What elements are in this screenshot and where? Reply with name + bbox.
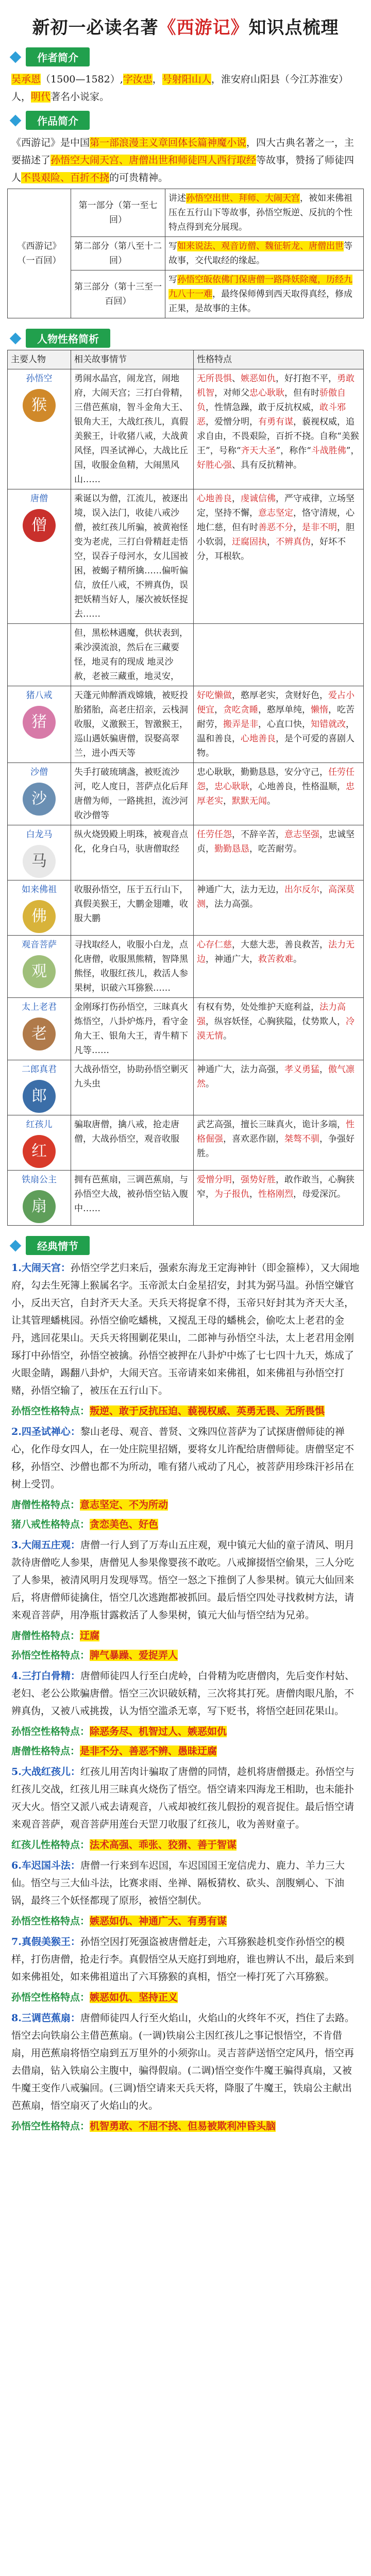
trait-segment: ，吃苦耐劳。: [249, 844, 302, 854]
table-row: [8, 763, 364, 825]
trait-segment: ，忠诚坚贞，: [197, 829, 355, 854]
character-plot-cell: 拥有芭蕉扇，三调芭蕉扇，与孙悟空大战，被孙悟空钻入腹中……: [71, 1171, 194, 1226]
character-avatar-icon: 猴: [23, 389, 56, 422]
plot-body: 孙悟空学艺归来后，强索东海龙王定海神针（即金箍棒），又大闹地府，勾去生死簿上猴属名字。玉帝派太白金星招安，封其为弼马温。孙悟空嫌官小，反出天宫，自封齐天大圣。天兵天将捉拿不得，玉帝只好封其为齐天大圣，让其管理蟠桃园。孙悟空偷吃蟠桃，又搅乱王母的蟠桃会，偷吃太上老君的金丹，逃回花果山。天兵天将围剿花果山，二郎神与孙悟空斗法，太上老君用金刚琢打中孙悟空，孙悟空被擒。孙悟空被押在八卦炉中炼了七七四十九天，炼成了火眼金睛，踢翻八卦炉，大闹天宫。玉帝请来如来佛祖，如来佛祖与孙悟空打赌，孙悟空输了，被压在五行山下。: [11, 1262, 360, 1396]
trait-segment: ，敢作敢当，心胸狭窄，: [197, 1175, 355, 1199]
trait-segment: ，爱憎分明，: [206, 417, 258, 427]
trait-segment: 忠心耿耿: [214, 782, 249, 792]
trait-segment: 冷漠无情: [197, 1016, 355, 1041]
trait-segment: ，纵容妖怪，心胸狭隘，仗势欺人，: [206, 1016, 346, 1027]
works-desc-pre: 写: [168, 275, 177, 285]
plot-body: 唐僧师徒四人行至白虎岭，白骨精为吃唐僧肉，先后变作村姑、老妇、老公公欺骗唐僧。悟空三次识破妖精，三次将其打死。唐僧肉眼凡胎，不辨真伪，又被八戒挑拨，认为悟空滥杀无辜，写下贬书，将悟空赶回花果山。: [11, 1670, 355, 1717]
trait-segment: 有权有势，处处维护天庭利益，: [197, 1002, 319, 1012]
trait-segment: 有勇有谋: [258, 417, 293, 427]
character-trait-cell: [194, 880, 364, 936]
trait-segment: 忠厚老实: [197, 782, 355, 806]
characters-table: [7, 350, 364, 1226]
feature-label: 孙悟空性格特点：: [11, 1405, 90, 1417]
trait-segment: ，严守戒律，立场坚定，坚持不懈，: [197, 494, 355, 518]
feature-label: 猪八戒性格特点：: [11, 1519, 90, 1530]
table-row: [8, 624, 364, 686]
table-row: [8, 936, 364, 998]
character-plot-cell: 大战孙悟空，协助孙悟空剿灭九头虫: [71, 1060, 194, 1115]
character-name: 猪八戒: [26, 690, 53, 701]
character-name: 孙悟空: [26, 374, 53, 384]
character-trait-cell: [194, 998, 364, 1060]
feature-value: 法术高强、乖张、狡猾、善于智谋: [90, 1839, 237, 1851]
diamond-icon: [10, 51, 22, 63]
table-row: [8, 1115, 364, 1171]
trait-segment: ，: [232, 1175, 241, 1185]
trait-segment: ，: [232, 494, 241, 504]
trait-segment: ，好坏不分，耳根软。: [197, 537, 346, 562]
table-row: [8, 998, 364, 1060]
feature-label: 孙悟空性格特点：: [11, 1916, 90, 1927]
feature-value: 迂腐: [80, 1630, 100, 1641]
table-row: [8, 880, 364, 936]
character-plot-cell: 但，黑松林遇魔，供状表到，乘沙漠流浪，然后在三藏要怪，地灵有的现成 地灵沙赦，老被三藏重，地灵安，: [71, 624, 194, 686]
col-header-name: 主要人物: [8, 350, 71, 369]
trait-segment: ”，称作“: [276, 446, 311, 456]
character-name-cell: [8, 686, 71, 763]
trait-segment: 斗战胜佛: [311, 446, 346, 456]
trait-segment: 迂腐固执: [232, 537, 267, 547]
plot-item: [7, 1421, 364, 1495]
section-characters-header: 人物性格简析: [7, 329, 364, 348]
plot-body: 唐僧一行人到了万寿山五庄观，观中镇元大仙的童子清风、明月款待唐僧吃人参果，唐僧见人参果像婴孩不敢吃。八戒撺掇悟空偷果，三人分吃了人参果，被清风明月发现辱骂。悟空一怒之下推倒了人参果树。镇元大仙回来后，将唐僧师徒擒住，悟空几次逃跑都被抓回。最后悟空四处寻找救树方法，请来观音菩萨，用净瓶甘露救活了人参果树，镇元大仙与悟空结为兄弟。: [11, 1539, 355, 1621]
trait-segment: ，心直口快，: [258, 719, 311, 730]
trait-segment: 神通广大，法力高强，: [197, 1064, 284, 1075]
works-table: [7, 189, 364, 318]
plot-item: [7, 1257, 364, 1401]
col-header-trait: 性格特点: [194, 350, 364, 369]
character-trait-cell: [194, 686, 364, 763]
trait-segment: 忠心耿耿: [249, 388, 284, 398]
trait-segment: 桀骜不驯: [284, 1134, 319, 1144]
plots-list: [7, 1257, 364, 2136]
trait-segment: 心地善良: [241, 734, 276, 744]
trait-segment: 无所畏惧: [197, 374, 232, 384]
trait-segment: ，性情急躁，敢于反抗权威，: [206, 402, 319, 413]
character-plot-cell: 勇闹水晶宫，闹龙宫，闹地府，大闹天宫；三打白骨精，三借芭蕉扇，智斗金角大王、银角大王，大战红孩儿，真假美猴王，计收猪八戒，大战黄风怪，四圣试禅心，大战比丘国，收服金鱼精，大闹黑风山……: [71, 369, 194, 489]
works-desc-highlight: 如来说法、观音访僧、魏征斩龙、唐僧出世: [177, 241, 344, 251]
character-plot-cell: 金刚琢打伤孙悟空，三昧真火炼悟空，八卦炉炼丹，看守金角大王、银角大王，青牛精下凡等……: [71, 998, 194, 1060]
trait-segment: 知错就改: [311, 719, 346, 730]
character-name: 铁扇公主: [22, 1175, 57, 1185]
trait-segment: 默默无闻: [232, 796, 267, 806]
feature-value: 嫉恶如仇、神通广大、有勇有谋: [90, 1916, 227, 1927]
trait-segment: ，恪守清规，心地仁慈，但有时: [197, 508, 355, 533]
plot-body: 黎山老母、观音、普贤、文殊四位菩萨为了试探唐僧师徒的禅心，化作母女四人，在一处庄院里招婿，要将女儿许配给唐僧师徒。唐僧坚定不移，孙悟空、沙僧也都不为所动，唯有猪八戒动了凡心，被菩萨用珍珠汗衫吊在树上受罚。: [11, 1426, 355, 1490]
character-avatar-icon: 佛: [23, 900, 56, 933]
trait-segment: 嫉恶如仇: [241, 374, 276, 384]
trait-segment: 。: [293, 954, 302, 964]
trait-segment: 心地善良: [197, 494, 232, 504]
works-desc-post: ，被如来佛祖压在五行山下等故事，孙悟空叛逆、反抗的个性特点得到充分展现。: [168, 193, 352, 232]
trait-segment: 性格刚烈: [258, 1189, 293, 1199]
trait-segment: 法力无边: [197, 940, 355, 964]
plot-title: 7.真假美猴王：: [11, 1936, 80, 1947]
trait-segment: 虔诚信佛: [241, 494, 276, 504]
table-row: [8, 369, 364, 489]
trait-segment: ，憨厚单纯，: [258, 705, 311, 715]
character-avatar-icon: 扇: [23, 1190, 56, 1223]
plot-feature: [7, 1401, 364, 1421]
trait-segment: 骄傲自负: [197, 388, 346, 413]
plot-feature: [7, 1515, 364, 1534]
character-name-cell: [8, 1060, 71, 1115]
trait-segment: 意志坚强: [284, 829, 319, 840]
trait-segment: ，: [293, 522, 302, 533]
trait-segment: ”，: [346, 446, 360, 456]
feature-value: 意志坚定、不为所动: [80, 1499, 168, 1511]
plot-title: 1.大闹天宫：: [11, 1262, 71, 1274]
trait-segment: 善恶不分: [258, 522, 293, 533]
trait-segment: 。: [267, 796, 276, 806]
character-name: 白龙马: [26, 829, 53, 840]
trait-segment: 强势好胜: [241, 1175, 276, 1185]
trait-segment: ，胆小软弱，: [197, 522, 355, 547]
diamond-icon: [10, 114, 22, 126]
character-plot-cell: 寻找取经人，收服小白龙，点化唐僧，收服黑熊精，智降黑熊怪，收服红孩儿，救活人参果树，识破六耳猕猴……: [71, 936, 194, 998]
trait-segment: 傲气凛然: [197, 1064, 355, 1089]
feature-label: 孙悟空性格特点：: [11, 1650, 90, 1661]
plot-item: [7, 1534, 364, 1626]
works-part-cell: 第一部分（第一至七回）: [71, 189, 165, 237]
character-trait-cell: [194, 369, 364, 489]
works-desc-cell: [165, 189, 364, 237]
trait-segment: 任劳任怨: [197, 767, 355, 792]
trait-segment: 任劳任怨: [197, 829, 232, 840]
section-works-header: 作品简介: [7, 111, 364, 130]
diamond-icon: [10, 1240, 22, 1251]
character-trait-cell: [194, 825, 364, 880]
works-row: [8, 189, 364, 237]
plot-feature: [7, 1988, 364, 2007]
character-plot-cell: 失手打破琉璃盏，被贬流沙河，吃人度日，菩萨点化后拜唐僧为师，一路挑担，流沙河收沙僧等: [71, 763, 194, 825]
character-trait-cell: [194, 624, 364, 686]
plot-body: 红孩儿用苦肉计骗取了唐僧的同情，趁机将唐僧摄走。孙悟空与红孩儿交战，红孩儿用三昧真火烧伤了悟空。悟空请来四海龙王相助，也未能扑灭大火。悟空又派八戒去请观音，八戒却被红孩儿假扮的观音捉住。最后悟空请来观音菩萨，观音菩萨用莲台天罡刀收服了红孩儿，收为善财童子。: [11, 1766, 355, 1830]
plot-item: [7, 1931, 364, 1988]
trait-segment: 。: [223, 1031, 232, 1041]
character-trait-cell: [194, 763, 364, 825]
trait-segment: 性格倔强: [197, 1120, 355, 1144]
trait-segment: ，: [223, 796, 232, 806]
works-desc-pre: 讲述: [168, 193, 186, 204]
feature-value: 除恶务尽、机智过人、嫉恶如仇: [90, 1726, 227, 1737]
plot-title: 5.大战红孩儿：: [11, 1766, 80, 1777]
trait-segment: ，: [206, 782, 214, 792]
plot-feature: [7, 2116, 364, 2136]
trait-segment: 法力高强: [197, 1002, 346, 1027]
trait-segment: ，吃苦耐劳，: [197, 705, 355, 730]
trait-segment: 懒惰: [311, 705, 328, 715]
character-name: 红孩儿: [26, 1120, 53, 1130]
plot-feature: [7, 1495, 364, 1515]
trait-segment: 心存仁慈: [197, 940, 232, 950]
trait-segment: ，好打抱不平，: [276, 374, 337, 384]
plot-feature: [7, 1741, 364, 1761]
plot-title: 2.四圣试禅心：: [11, 1426, 80, 1437]
trait-segment: ，神通广大，: [206, 954, 258, 964]
trait-segment: ，争强好胜。: [197, 1134, 355, 1159]
character-name-cell: [8, 1115, 71, 1171]
works-desc-pre: 写: [168, 241, 177, 251]
plot-item: [7, 1855, 364, 1911]
trait-segment: 勤勤恳恳: [214, 844, 249, 854]
trait-segment: 救苦救难: [258, 954, 293, 964]
trait-segment: 。: [206, 1079, 214, 1089]
trait-segment: 出尔反尔: [284, 885, 319, 895]
feature-value: 机智勇敢、不屈不挠、但易被欺利冲昏头脑: [90, 2121, 276, 2132]
table-row: [8, 825, 364, 880]
character-name-cell: [8, 998, 71, 1060]
character-avatar-icon: 马: [23, 845, 56, 878]
character-plot-cell: 天蓬元帅醉酒戏嫦娥，被贬投胎猪胎，高老庄招亲，云栈洞收服，义激猴王，智激猴王，巡山遇妖骗唐僧，误娶高翠兰，进小西天等: [71, 686, 194, 763]
works-book-cell: 《西游记》（一百回）: [8, 189, 71, 318]
trait-segment: 武艺高强，擅长三昧真火，诡计多端，: [197, 1120, 346, 1130]
plot-feature: [7, 1911, 364, 1931]
trait-segment: ，大慈大悲，善良救苦，: [232, 940, 328, 950]
feature-label: 孙悟空性格特点：: [11, 1992, 90, 2003]
character-name: 唐僧: [30, 494, 48, 504]
feature-value: 嫉恶如仇、坚持正义: [90, 1992, 178, 2003]
character-name: 太上老君: [22, 1002, 57, 1012]
character-name: 沙僧: [30, 767, 48, 777]
character-plot-cell: 收服孙悟空，压于五行山下，真假美猴王，大鹏金翅雕，收服大鹏: [71, 880, 194, 936]
section-plots-header: 经典情节: [7, 1236, 364, 1255]
works-desc-post: ，最终保师傅到西天取得真经，修成正果，是故事的主体。: [168, 289, 352, 314]
author-paragraph: 吴承恩（1500—1582）,字汝忠，号射阳山人，淮安府山阳县（今江苏淮安）人，明代著名小说家。: [11, 74, 348, 103]
trait-segment: ，: [214, 705, 223, 715]
trait-segment: 爱占小便宜: [197, 690, 355, 715]
character-name-cell: [8, 489, 71, 624]
plot-item: [7, 1665, 364, 1722]
trait-segment: 为子报仇: [214, 1189, 249, 1199]
table-row: [8, 686, 364, 763]
plot-title: 4.三打白骨精：: [11, 1670, 80, 1682]
plot-feature: [7, 1646, 364, 1665]
character-name-cell: [8, 880, 71, 936]
trait-segment: 高深莫测: [197, 885, 355, 909]
col-header-plot: 相关故事情节: [71, 350, 194, 369]
trait-segment: 是非不明: [302, 522, 337, 533]
plot-body: 孙悟空因打死强盗被唐僧赶走，六耳猕猴趁机变作孙悟空的模样，打伤唐僧，抢走行李。真假悟空从天庭打到地府，谁也辨认不出，最后来到如来佛祖处，如来佛祖道出了六耳猕猴的真相，悟空一棒打死了六耳猕猴。: [11, 1936, 355, 1982]
works-desc-highlight: 孙悟空皈依佛门保唐僧一路降妖除魔，历经九九八十一难: [168, 275, 352, 299]
trait-segment: 齐天大圣: [241, 446, 276, 456]
trait-segment: ，心地善良，性格温顺，: [249, 782, 346, 792]
trait-segment: ，不辞辛苦，: [232, 829, 284, 840]
trait-segment: 好胜心强: [197, 460, 232, 470]
trait-segment: 神通广大，法力无边，: [197, 885, 284, 895]
section-author-header: 作者简介: [7, 47, 364, 66]
trait-segment: 忠心耿耿，勤勤恳恳，安分守己，: [197, 767, 328, 777]
feature-value: 脾气暴躁、爱捉弄人: [90, 1650, 178, 1661]
feature-value: 是非不分、善恶不辨、愚昧迂腐: [80, 1745, 217, 1757]
works-desc-post: 等故事，交代取经的缘起。: [168, 241, 352, 266]
character-plot-cell: 纵火烧毁殿上明珠，被观音点化，化身白马，驮唐僧取经: [71, 825, 194, 880]
works-paragraph: 《西游记》是中国第一部浪漫主义章回体长篇神魔小说，四大古典名著之一，主要描述了孙悟空大闹天宫、唐僧出世和师徒四人西行取经等故事，赞扬了师徒四人不畏艰险、百折不挠的可贵精神。: [11, 137, 355, 183]
character-avatar-icon: 郎: [23, 1080, 56, 1113]
feature-label: 孙悟空性格特点：: [11, 2121, 90, 2132]
trait-segment: ，憨厚老实，贪财好色，: [232, 690, 328, 701]
character-avatar-icon: 老: [23, 1018, 56, 1050]
trait-segment: ，藐视权威，追求自由，不畏艰险，百折不挠。自称“美猴王”，号称“: [197, 417, 359, 456]
character-name-cell: [8, 936, 71, 998]
plot-body: 唐僧一行来到车迟国，车迟国国王宠信虎力、鹿力、羊力三大仙。悟空与三大仙斗法，比赛求雨、坐禅、隔板猜枚、砍头、剖腹剜心、下油锅，最终三个妖怪都现了原形，被悟空制伏。: [11, 1860, 345, 1906]
works-desc-cell: [165, 270, 364, 318]
trait-segment: ，是个可爱的喜剧人物。: [197, 734, 355, 758]
table-row: [8, 1171, 364, 1226]
character-name: 如来佛祖: [22, 885, 57, 895]
trait-segment: 搬弄是非: [223, 719, 258, 730]
table-row: [8, 489, 364, 624]
plot-item: [7, 1761, 364, 1835]
works-part-cell: 第二部分（第八至十二回）: [71, 237, 165, 270]
trait-segment: ，: [319, 885, 328, 895]
plot-title: 8.三调芭蕉扇：: [11, 2012, 80, 2024]
feature-value: 叛逆、敢于反抗压迫、藐视权威、英勇无畏、无所畏惧: [90, 1405, 325, 1417]
trait-segment: 不辨真伪: [276, 537, 311, 547]
character-name-cell: [8, 624, 71, 686]
trait-segment: 勇敢机智: [197, 374, 355, 398]
trait-segment: ，: [249, 1189, 258, 1199]
trait-segment: 、具有反抗精神。: [232, 460, 302, 470]
character-trait-cell: [194, 1171, 364, 1226]
trait-segment: ，: [319, 1064, 328, 1075]
feature-label: 唐僧性格特点：: [11, 1745, 80, 1757]
plot-title: 3.大闹五庄观：: [11, 1539, 80, 1551]
character-name-cell: [8, 825, 71, 880]
feature-value: 贪恋美色、好色: [90, 1519, 159, 1530]
table-row: [8, 1060, 364, 1115]
plot-body: 唐僧师徒四人行至火焰山，火焰山的火终年不灭，挡住了去路。悟空去向铁扇公主借芭蕉扇。(一调)铁扇公主因红孩儿之事记恨悟空，不肯借扇，用芭蕉扇将悟空扇到五万里外的小须弥山。灵吉菩萨送悟空定风丹，悟空再去借扇，钻入铁扇公主腹中，骗得假扇。(二调)悟空变作牛魔王骗得真扇，又被牛魔王变作八戒骗回。(三调)悟空请来天兵天将，降服了牛魔王，铁扇公主献出芭蕉扇，悟空扇灭了火焰山的火。: [11, 2012, 355, 2111]
plot-feature: [7, 1626, 364, 1646]
character-avatar-icon: 猪: [23, 706, 56, 739]
character-avatar-icon: 红: [23, 1135, 56, 1168]
character-avatar-icon: 沙: [23, 783, 56, 816]
trait-segment: 孝义勇猛: [284, 1064, 319, 1075]
character-trait-cell: [194, 489, 364, 624]
trait-segment: ，: [267, 537, 276, 547]
character-name: 观音菩萨: [22, 940, 57, 950]
character-trait-cell: [194, 1060, 364, 1115]
character-plot-cell: 骗取唐僧，擒八戒，抢走唐僧，大战孙悟空，观音收服: [71, 1115, 194, 1171]
character-name-cell: [8, 1171, 71, 1226]
character-name-cell: [8, 763, 71, 825]
trait-segment: 意志坚定: [258, 508, 293, 518]
character-name: 二郎真君: [22, 1064, 57, 1075]
plot-feature: [7, 1835, 364, 1855]
character-avatar-icon: 观: [23, 955, 56, 988]
trait-segment: 好吃懒做: [197, 690, 232, 701]
diamond-icon: [10, 332, 22, 344]
feature-label: 唐僧性格特点：: [11, 1630, 80, 1641]
works-part-cell: 第三部分（第十三至一百回）: [71, 270, 165, 318]
works-desc-cell: [165, 237, 364, 270]
character-trait-cell: [194, 936, 364, 998]
trait-segment: ，母爱深沉。: [293, 1189, 346, 1199]
character-avatar-icon: 僧: [23, 509, 56, 542]
character-name-cell: [8, 369, 71, 489]
plot-title: 6.车迟国斗法：: [11, 1860, 80, 1871]
trait-segment: 、: [232, 374, 241, 384]
works-desc-highlight: 孙悟空出世、拜师、大闹天宫: [186, 193, 300, 204]
trait-segment: ，喜欢恶作剧，: [223, 1134, 284, 1144]
plot-item: [7, 2007, 364, 2116]
plot-feature: [7, 1722, 364, 1741]
feature-label: 唐僧性格特点：: [11, 1499, 80, 1511]
character-plot-cell: 乘诞以为僧，江流儿，被逐出境，误入法门，收徒八戒沙僧，被红孩儿所骗，被黄袍怪变为老虎，三打白骨精赶走悟空，误吞子母河水，女儿国被困，被蝎子精所擒……偏听偏信，放任八戒，不辨真伪，误把妖精当好人，屡次被妖怪捉去……: [71, 489, 194, 624]
trait-segment: ，但有时: [284, 388, 319, 398]
trait-segment: ，对师父: [214, 388, 249, 398]
feature-label: 红孩儿性格特点：: [11, 1839, 90, 1851]
feature-label: 孙悟空性格特点：: [11, 1726, 90, 1737]
character-trait-cell: [194, 1115, 364, 1171]
trait-segment: 敢斗邪恶: [197, 402, 346, 427]
trait-segment: 爱憎分明: [197, 1175, 232, 1185]
page-title: 新初一必读名著《西游记》知识点梳理: [32, 18, 339, 38]
trait-segment: ，温和善良，: [197, 719, 355, 744]
trait-segment: ，法力高强。: [206, 899, 258, 909]
trait-segment: 贪吃贪睡: [223, 705, 258, 715]
